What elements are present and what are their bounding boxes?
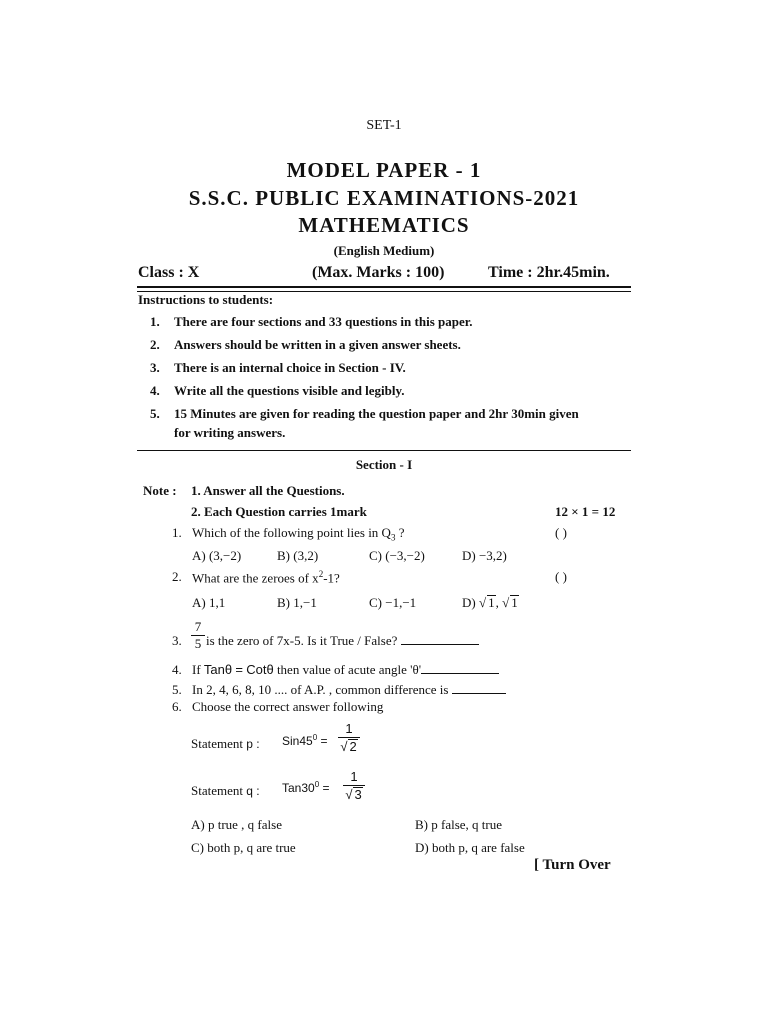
section-marks: 12 × 1 = 12 [555,504,616,519]
q4-answer-blank[interactable] [421,673,499,674]
q1-answer-bracket: ( ) [555,525,567,540]
section-title: Section - I [355,457,413,472]
q4-number: 4. [172,662,182,677]
max-marks: (Max. Marks : 100) [312,264,445,281]
instruction-num-4: 4. [150,383,160,398]
q5-answer-blank[interactable] [452,693,506,694]
instruction-text-1: There are four sections and 33 questions in this paper. [174,314,473,329]
instruction-text-5: 15 Minutes are given for reading the question paper and 2hr 30min given [174,406,579,421]
q6-number: 6. [172,699,182,714]
q1-option-b: B) (3,2) [277,548,319,563]
instruction-text-5-cont: for writing answers. [174,425,286,440]
q5-text: In 2, 4, 6, 8, 10 .... of A.P. , common difference is [192,682,506,698]
time-label: Time : 2hr.45min. [488,264,610,281]
q2-option-b: B) 1,−1 [277,595,317,610]
statement-q-expr: $Tan30^0$ = [282,780,330,795]
instruction-num-3: 3. [150,360,160,375]
set-label: SET-1 [366,118,402,133]
q6-option-b: B) p false, q true [415,817,503,832]
medium-label: (English Medium) [333,243,435,258]
q3-text: is the zero of 7x-5. Is it True / False? [206,633,479,649]
q1-option-d: D) −3,2) [462,548,507,563]
note-1: 1. Answer all the Questions. [191,483,345,498]
instruction-text-4: Write all the questions visible and legibly. [174,383,405,398]
q6-text: Choose the correct answer following [192,699,384,714]
exam-title: S.S.C. PUBLIC EXAMINATIONS-2021 [188,186,580,210]
q3-number: 3. [172,633,182,648]
q1-text: Which of the following point lies in $Q_3$ ? [192,525,405,543]
q2-option-d: D) √ 1, √ 1 [462,595,518,610]
q3-fraction: 7 5 [191,620,205,651]
note-label: Note : [143,483,177,498]
statement-p-expr: $Sin45^0$ = [282,733,328,748]
q2-text: What are the zeroes of $x^2-1$? [192,569,340,586]
section-rule [137,450,631,451]
instruction-num-2: 2. [150,337,160,352]
turn-over-label: [ Turn Over [534,857,611,873]
q4-text: If Tanθ = Cotθ then value of acute angle 'θ' [192,662,499,678]
statement-p-fraction: 1 √ 2 [338,722,360,754]
instruction-num-1: 1. [150,314,160,329]
q2-option-c: C) −1,−1 [369,595,417,610]
q1-option-c: C) (−3,−2) [369,548,425,563]
class-label: Class : X [138,264,200,281]
statement-q-label: Statement q : [191,783,260,798]
q6-option-d: D) both p, q are false [415,840,525,855]
q1-number: 1. [172,525,182,540]
q6-option-a: A) p true , q false [191,817,282,832]
subject-title: MATHEMATICS [298,213,470,237]
statement-p-label: Statement p : [191,736,260,751]
note-2: 2. Each Question carries 1mark [191,504,367,519]
instructions-heading: Instructions to students: [138,292,274,307]
statement-q-fraction: 1 √ 3 [343,770,365,802]
q6-option-c: C) both p, q are true [191,840,296,855]
instruction-num-5: 5. [150,406,160,421]
q2-answer-bracket: ( ) [555,569,567,584]
q5-number: 5. [172,682,182,697]
q1-option-a: A) (3,−2) [192,548,242,563]
q3-answer-blank[interactable] [401,644,479,645]
instruction-text-2: Answers should be written in a given answer sheets. [174,337,461,352]
paper-title: MODEL PAPER - 1 [286,158,482,182]
q2-option-a: A) 1,1 [192,595,226,610]
instruction-text-3: There is an internal choice in Section - IV. [174,360,406,375]
header-rule-top [137,286,631,288]
q2-number: 2. [172,569,182,584]
